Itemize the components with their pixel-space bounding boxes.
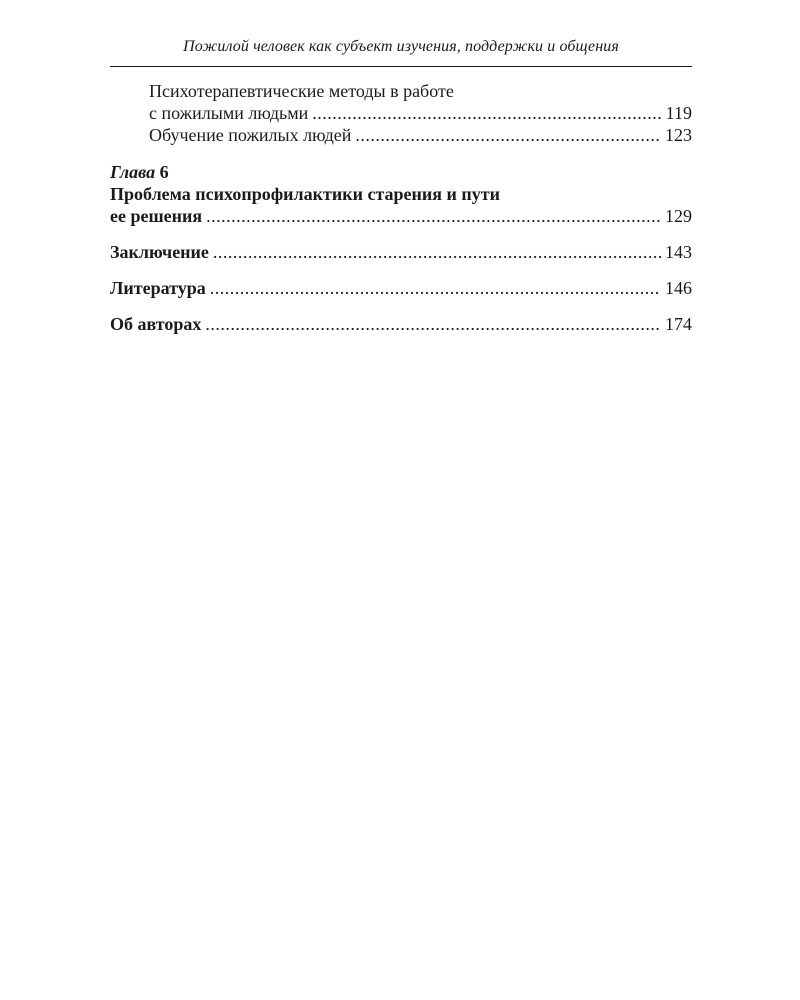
- toc-entry-title: Об авторах: [110, 314, 202, 334]
- toc-page-number: 146: [665, 278, 692, 298]
- toc-entry-title: Литература: [110, 278, 206, 298]
- chapter-number: 6: [159, 162, 169, 182]
- running-head: Пожилой человек как субъект изучения, поддержки и общения: [183, 38, 619, 55]
- toc-page-number: 143: [665, 242, 692, 262]
- toc-entry-authors: [110, 313, 692, 335]
- chapter-label: [110, 161, 692, 183]
- toc-entry-title: Обучение пожилых людей: [149, 125, 352, 145]
- dot-leader: [355, 124, 661, 146]
- chapter-word: Глава: [110, 162, 156, 182]
- toc-entry-conclusion: [110, 241, 692, 263]
- toc-entry-psychotherapy-line2: [110, 102, 692, 124]
- table-of-contents: [110, 80, 692, 335]
- toc-entry-psychotherapy-line1: [110, 80, 692, 102]
- dot-leader: [312, 102, 661, 124]
- toc-entry-title: Проблема психопрофилактики старения и пути: [110, 184, 500, 204]
- toc-entry-literature: [110, 277, 692, 299]
- dot-leader: [205, 313, 661, 335]
- dot-leader: [206, 205, 661, 227]
- toc-entry-chapter6-line2: [110, 205, 692, 227]
- toc-entry-title: Заключение: [110, 242, 209, 262]
- dot-leader: [213, 241, 661, 263]
- toc-page-number: 129: [665, 206, 692, 226]
- toc-entry-chapter6-line1: [110, 183, 692, 205]
- toc-entry-title: Психотерапевтические методы в работе: [149, 81, 454, 101]
- toc-entry-title: с пожилыми людьми: [149, 103, 309, 123]
- header-rule: [110, 66, 692, 67]
- toc-entry-teaching: [110, 124, 692, 146]
- toc-entry-title: ее решения: [110, 206, 203, 226]
- toc-page-number: 174: [665, 314, 692, 334]
- toc-page-number: 123: [665, 125, 692, 145]
- dot-leader: [210, 277, 661, 299]
- toc-page-number: 119: [665, 103, 692, 123]
